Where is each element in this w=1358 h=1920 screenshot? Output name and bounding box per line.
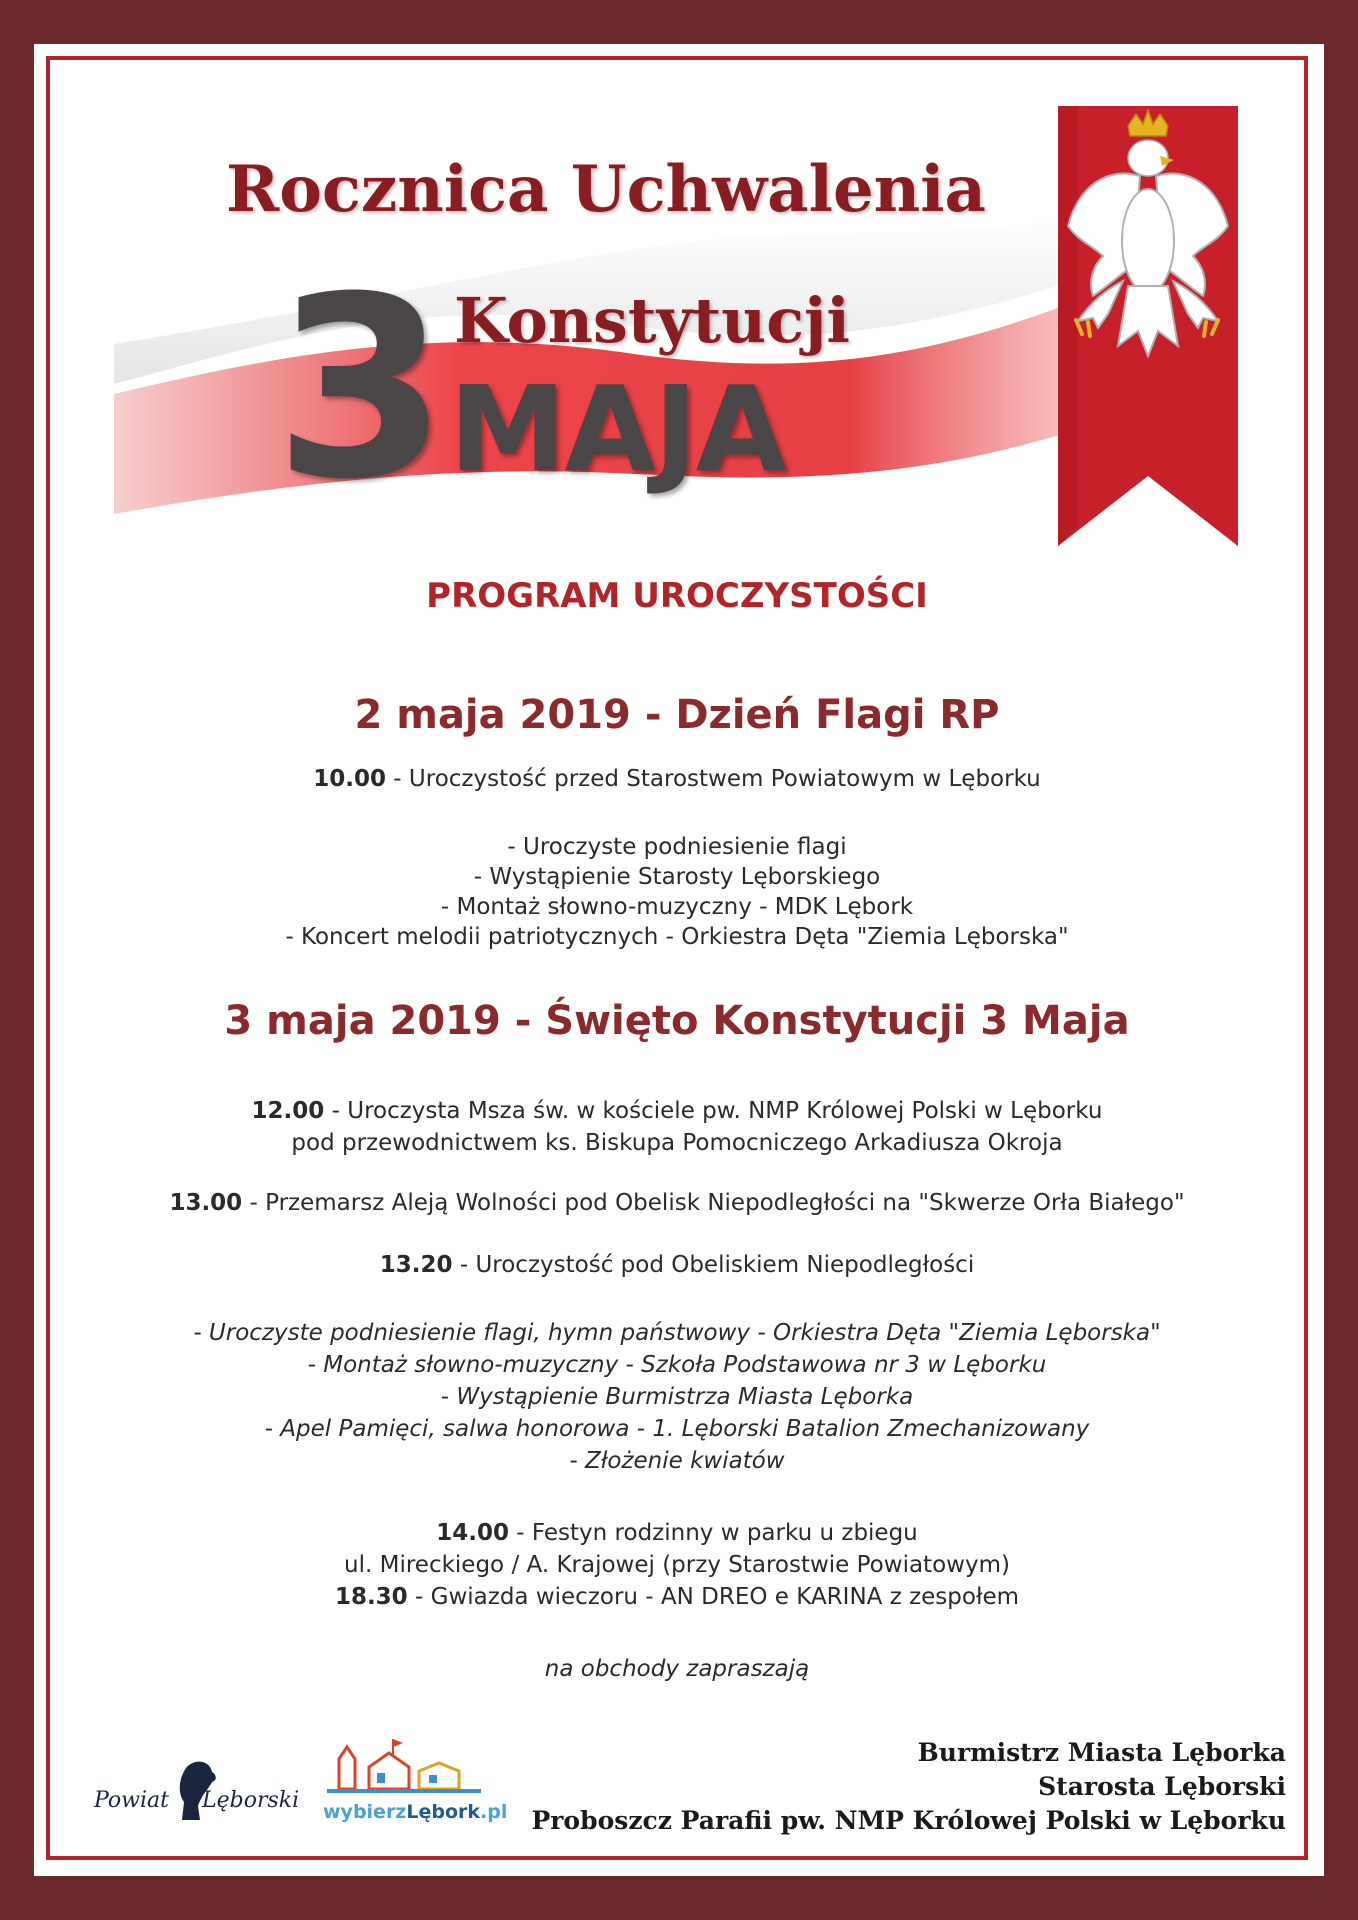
day2-event-1-line2: pod przewodnictwem ks. Biskupa Pomocniczego Arkadiusza Okroja (291, 1130, 1063, 1156)
day2-event-5-time: 18.30 (334, 1584, 408, 1610)
day2-event-3-time: 13.20 (379, 1252, 453, 1278)
title-konstytucji: Konstytucji (454, 284, 850, 357)
wybierz-name: Lębork (406, 1801, 481, 1823)
day2-event-2 (54, 1190, 1300, 1216)
day1-main-time: 10.00 (313, 766, 386, 792)
day2-event-4-line2: ul. Mireckiego / A. Krajowej (przy Starostwie Powiatowym) (344, 1552, 1010, 1578)
powiat-word: Powiat (94, 1788, 169, 1813)
day2-event-1-time: 12.00 (251, 1098, 325, 1124)
wybierz-prefix: wybierz (323, 1801, 407, 1823)
powiat-leborski-logo (94, 1754, 304, 1824)
eagle-banner-icon (1048, 106, 1248, 546)
day2-event-4-time: 14.00 (436, 1520, 509, 1546)
day2-event-3-text: - Uroczystość pod Obeliskiem Niepodległości (452, 1252, 975, 1278)
day1-main-event (54, 766, 1300, 792)
header-graphic (114, 94, 1094, 574)
day1-item: - Montaż słowno-muzyczny - MDK Lębork (440, 894, 914, 920)
day1-title: 2 maja 2019 - Dzień Flagi RP (354, 692, 1000, 738)
day2-event-2-text: - Przemarsz Aleją Wolności pod Obelisk Niepodległości na "Skwerze Orła Białego" (242, 1190, 1185, 1216)
wybierz-suffix: .pl (480, 1801, 508, 1823)
invitation-text: na obchody zapraszają (544, 1656, 810, 1682)
title-number-three: 3 (274, 243, 448, 534)
day2-item: - Montaż słowno-muzyczny - Szkoła Podstawowa nr 3 w Lęborku (307, 1352, 1047, 1378)
day2-item: - Uroczyste podniesienie flagi, hymn państwowy - Orkiestra Dęta "Ziemia Lęborska" (193, 1320, 1161, 1346)
organizer-line: Burmistrz Miasta Lęborka (917, 1738, 1286, 1767)
program-title: PROGRAM UROCZYSTOŚCI (426, 576, 928, 616)
day2-event-4 (54, 1520, 1300, 1546)
day2-title: 3 maja 2019 - Święto Konstytucji 3 Maja (224, 998, 1130, 1044)
town-skyline-icon (319, 1729, 489, 1799)
organizers-list (531, 1736, 1286, 1838)
title-maja: MAJA (449, 360, 785, 498)
day1-item: - Wystąpienie Starosty Lęborskiego (473, 864, 881, 890)
poster-content (54, 64, 1300, 1852)
day2-event-5 (54, 1584, 1300, 1610)
title-line-1: Rocznica Uchwalenia (226, 152, 986, 227)
day2-item: - Wystąpienie Burmistrza Miasta Lęborka (440, 1384, 914, 1410)
leborski-word: Lęborski (202, 1788, 300, 1813)
organizer-line: Starosta Lęborski (1038, 1772, 1286, 1801)
day2-event-2-time: 13.00 (169, 1190, 243, 1216)
day1-main-text: - Uroczystość przed Starostwem Powiatowym w Lęborku (385, 766, 1041, 792)
day1-item: - Koncert melodii patriotycznych - Orkiestra Dęta "Ziemia Lęborska" (285, 924, 1069, 950)
day2-item: - Apel Pamięci, salwa honorowa - 1. Lęborski Batalion Zmechanizowany (264, 1416, 1090, 1442)
wybierz-text (323, 1801, 507, 1823)
day2-event-3 (54, 1252, 1300, 1278)
wybierz-lebork-logo (319, 1729, 508, 1829)
organizer-line: Proboszcz Parafii pw. NMP Królowej Polski w Lęborku (531, 1806, 1286, 1835)
day2-event-4-text: - Festyn rodzinny w parku u zbiegu (509, 1520, 918, 1546)
day1-item: - Uroczyste podniesienie flagi (507, 834, 847, 860)
day2-event-5-text: - Gwiazda wieczoru - AN DREO e KARINA z zespołem (407, 1584, 1020, 1610)
day2-event-1-text: - Uroczysta Msza św. w kościele pw. NMP Królowej Polski w Lęborku (324, 1098, 1103, 1124)
day2-event-1 (54, 1098, 1300, 1124)
day2-item: - Złożenie kwiatów (569, 1448, 785, 1474)
